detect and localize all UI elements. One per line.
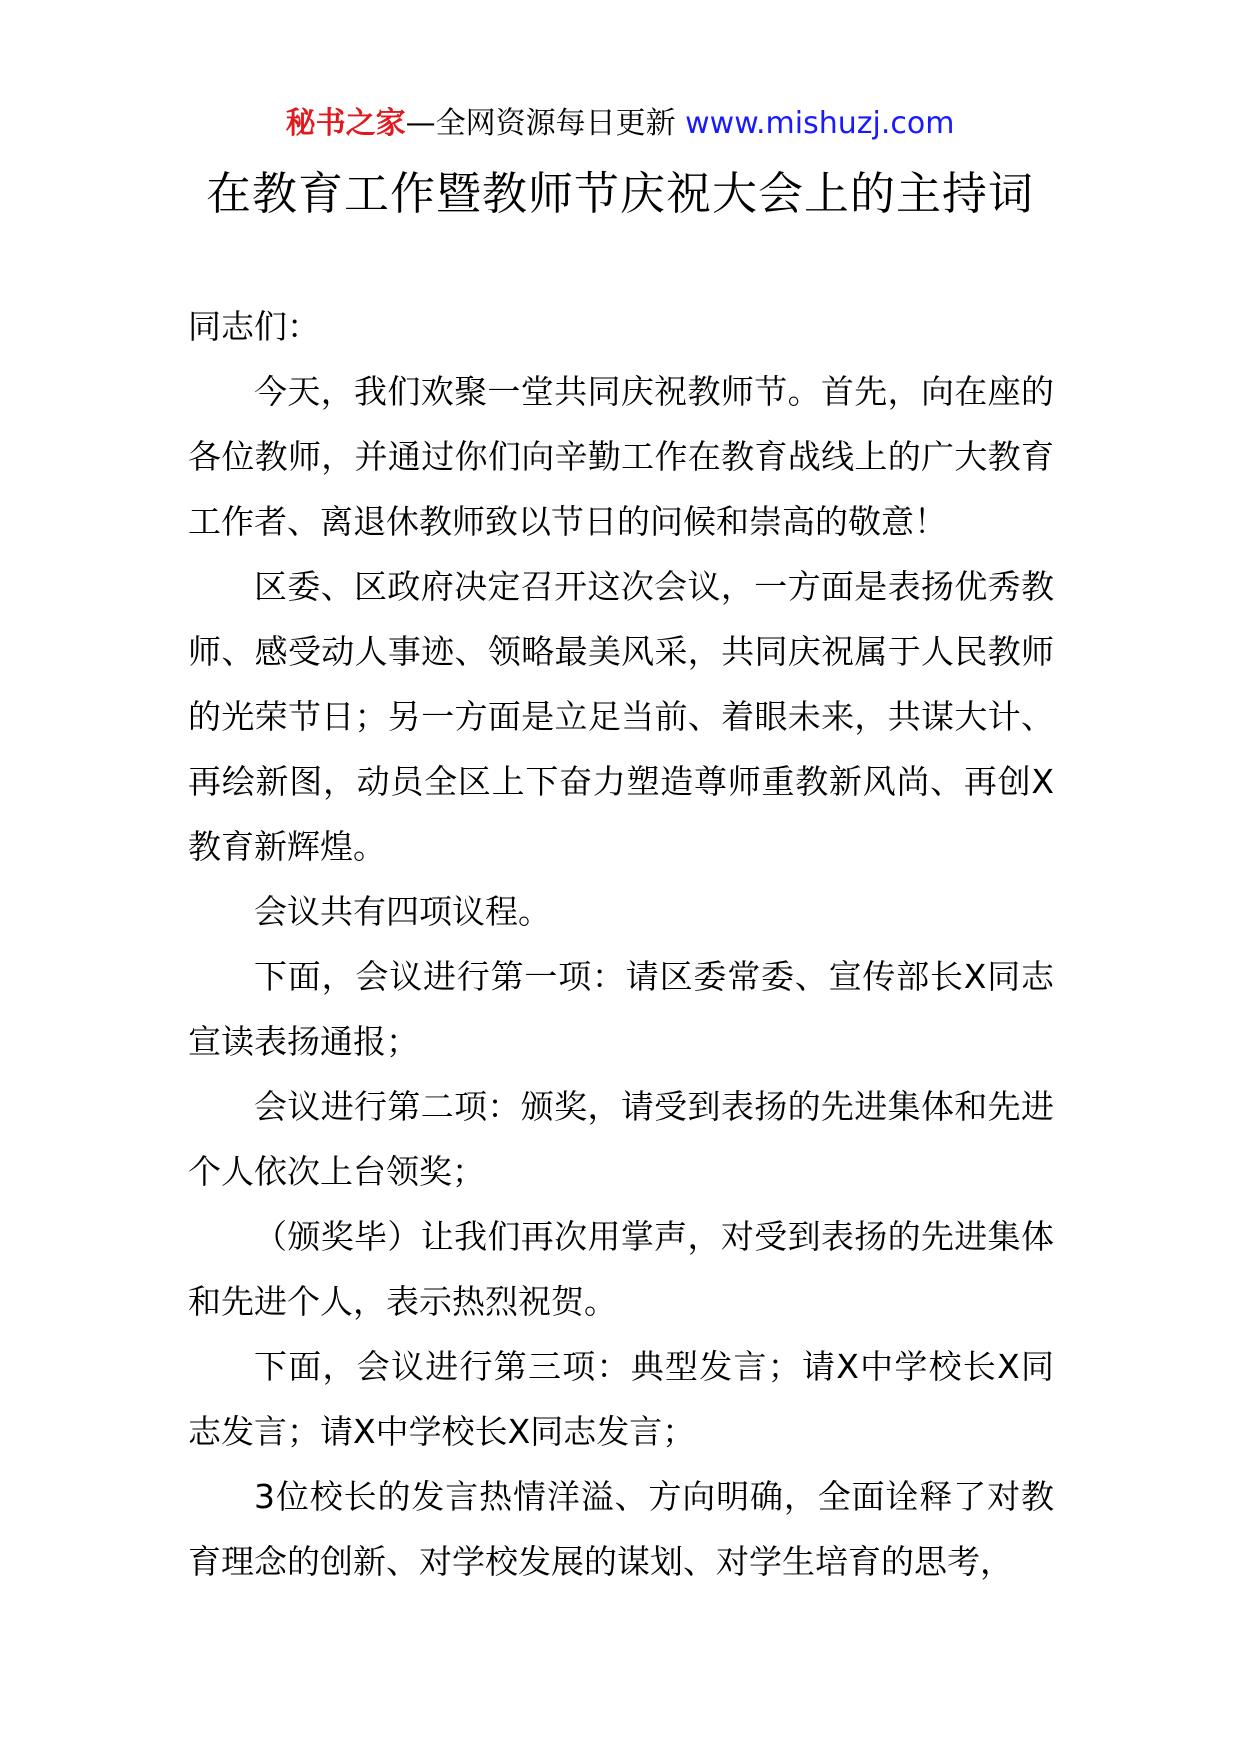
paragraph: 区委、区政府决定召开这次会议，一方面是表扬优秀教师、感受动人事迹、领略最美风采，共同庆祝属于人民教师的光荣节日；另一方面是立足当前、着眼未来，共谋大计、再绘新图，动员全区上下奋力塑造尊师重教新风尚、再创X教育新辉煌。 <box>188 567 1054 866</box>
header-tagline: —全网资源每日更新 <box>405 106 686 141</box>
paragraph: （颁奖毕）让我们再次用掌声，对受到表扬的先进集体和先进个人，表示热烈祝贺。 <box>188 1217 1054 1321</box>
website-link[interactable]: www.mishuzj.com <box>685 106 955 141</box>
paragraph: 会议共有四项议程。 <box>254 892 551 931</box>
document-title: 在教育工作暨教师节庆祝大会上的主持词 <box>205 167 1034 220</box>
paragraph: 今天，我们欢聚一堂共同庆祝教师节。首先，向在座的各位教师，并通过你们向辛勤工作在教育战线上的广大教育工作者、离退休教师致以节日的问候和崇高的敬意！ <box>188 372 1054 541</box>
page-header <box>0 104 1240 144</box>
paragraph: 会议进行第二项：颁奖，请受到表扬的先进集体和先进个人依次上台领奖； <box>188 1087 1054 1191</box>
paragraph: 3位校长的发言热情洋溢、方向明确，全面诠释了对教育理念的创新、对学校发展的谋划、对学生培育的思考， <box>188 1477 1054 1581</box>
salutation: 同志们： <box>188 307 320 346</box>
document-body <box>188 294 1054 1594</box>
paragraph: 下面，会议进行第一项：请区委常委、宣传部长X同志宣读表扬通报； <box>188 957 1054 1061</box>
brand-name[interactable]: 秘书之家 <box>285 106 406 141</box>
paragraph: 下面，会议进行第三项：典型发言；请X中学校长X同志发言；请X中学校长X同志发言； <box>188 1347 1054 1451</box>
